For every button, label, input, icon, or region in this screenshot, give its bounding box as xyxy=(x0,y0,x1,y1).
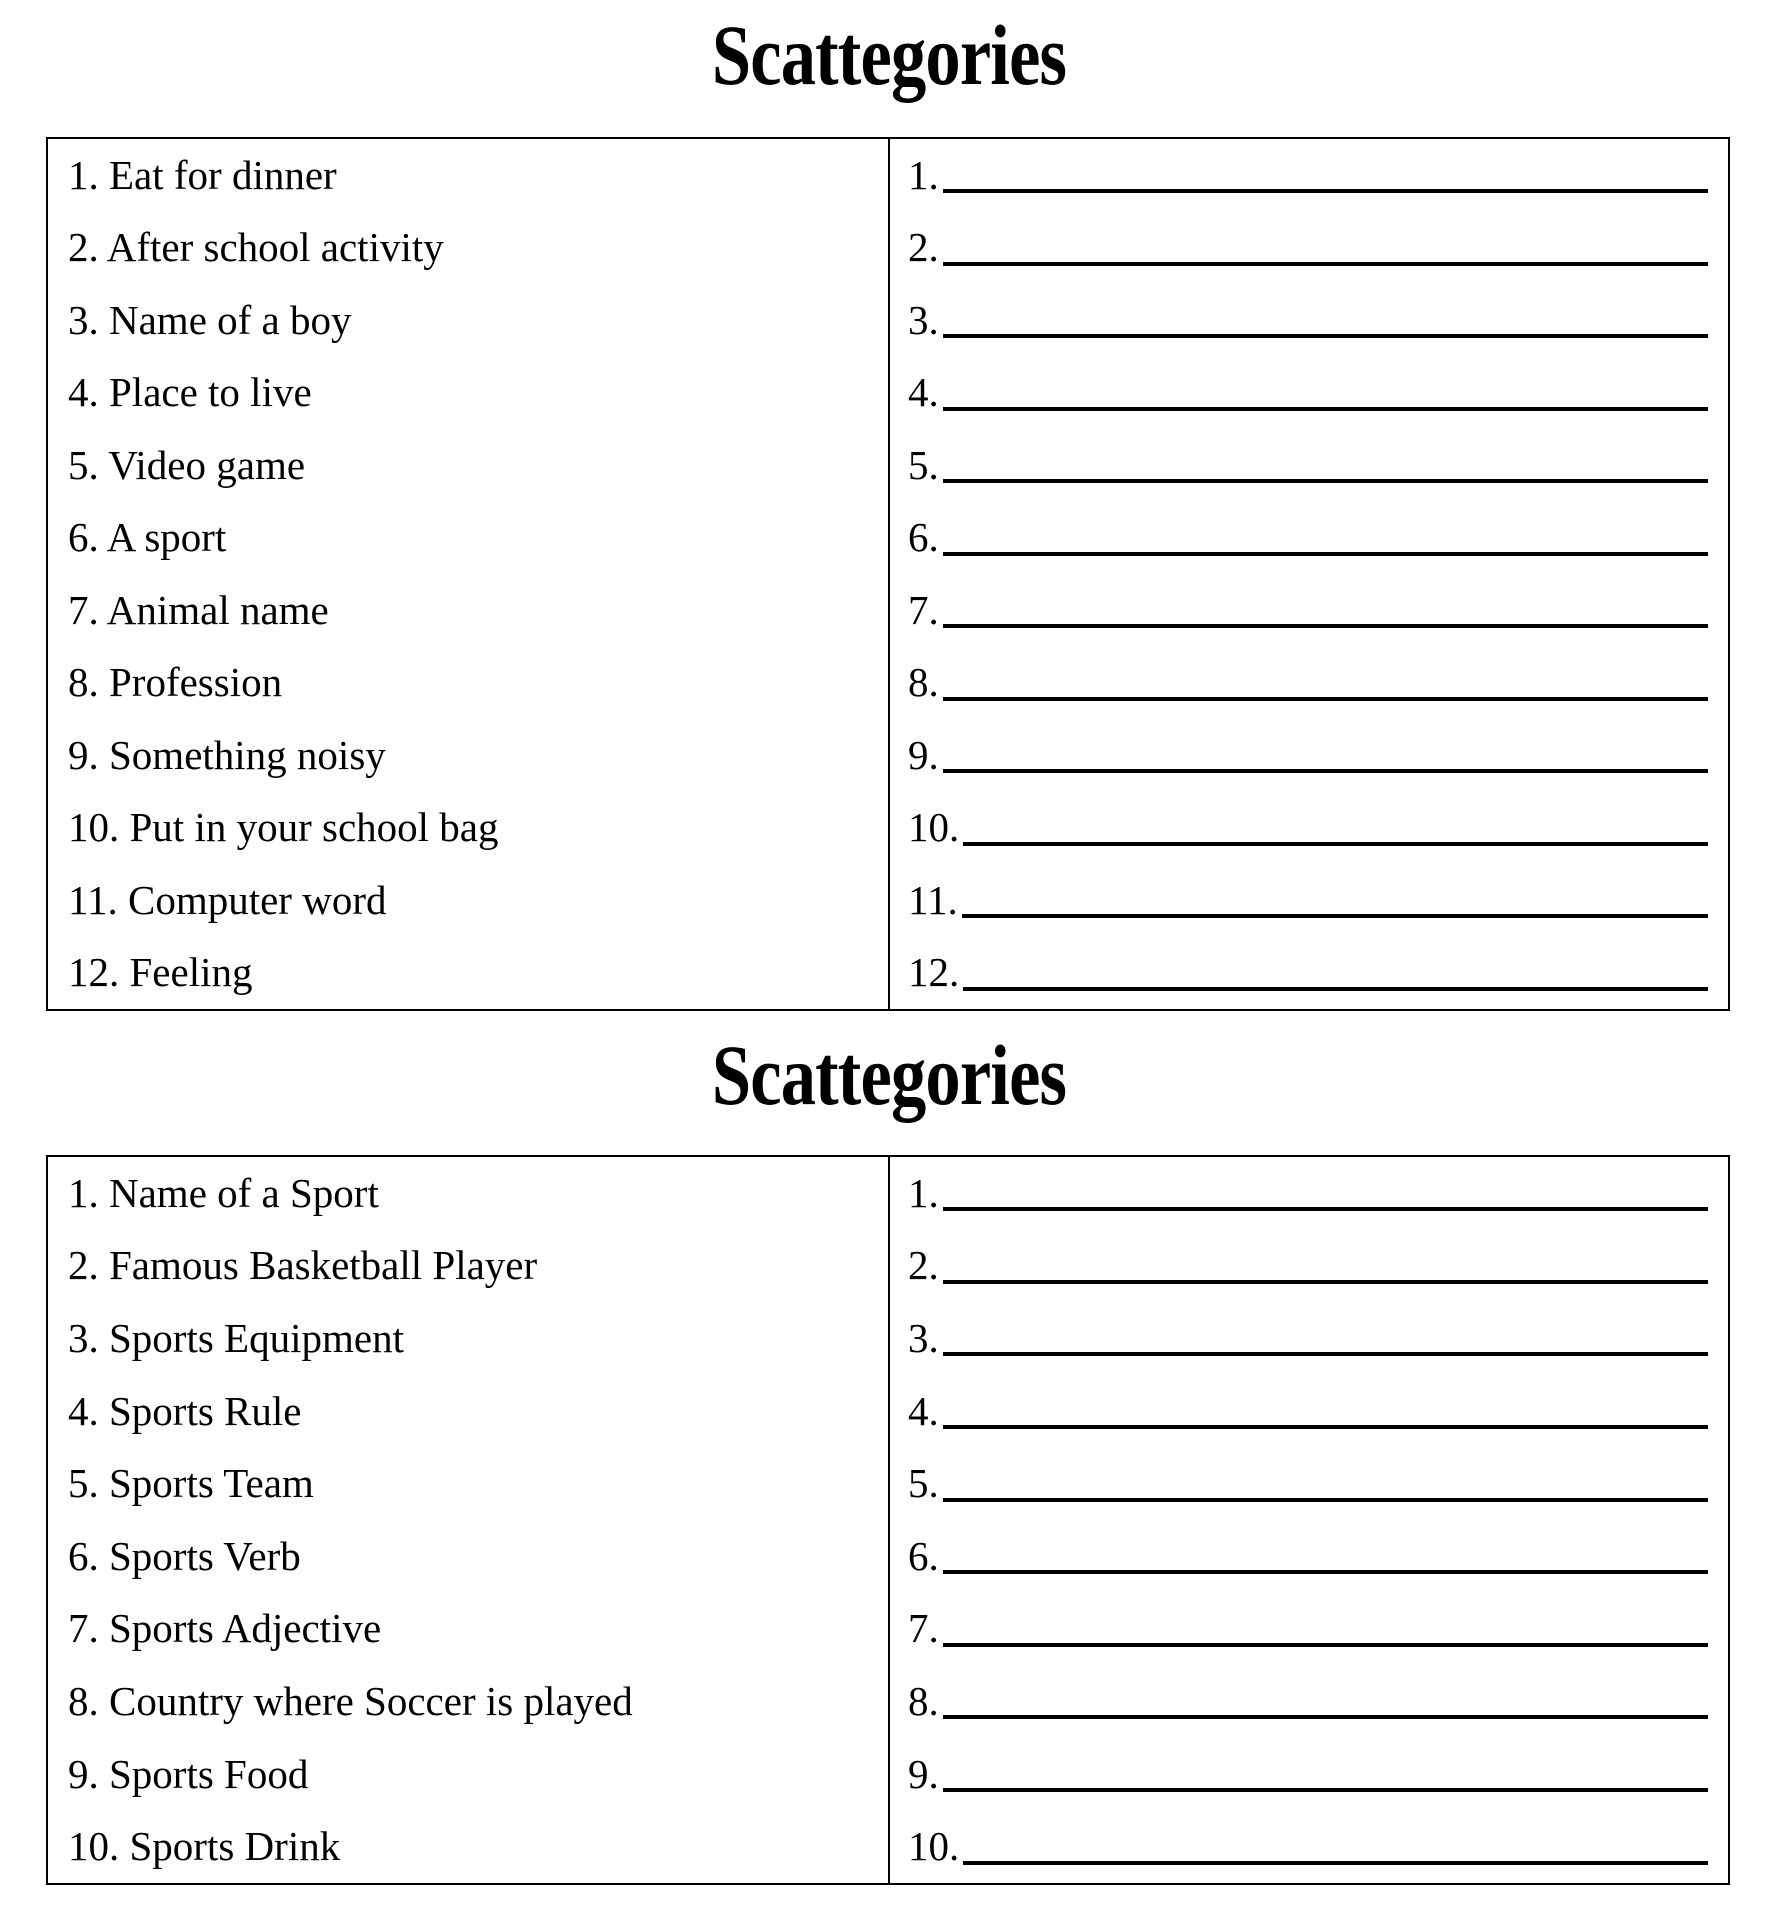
answer-write-line[interactable] xyxy=(943,552,1708,556)
answer-number: 3. xyxy=(908,1314,939,1361)
answer-cell[interactable] xyxy=(890,1520,1728,1593)
table-row xyxy=(48,1447,1728,1520)
table-row xyxy=(48,212,1728,285)
answer-write-line[interactable] xyxy=(943,334,1708,338)
table-row xyxy=(48,357,1728,430)
answer-cell[interactable] xyxy=(890,937,1728,1010)
prompt-cell: 8. Country where Soccer is played xyxy=(48,1665,890,1738)
answer-write-line[interactable] xyxy=(943,479,1708,483)
prompt-cell: 10. Sports Drink xyxy=(48,1810,890,1883)
table-row xyxy=(48,284,1728,357)
answer-number: 1. xyxy=(908,151,939,198)
table-row xyxy=(48,1302,1728,1375)
prompt-cell: 3. Sports Equipment xyxy=(48,1302,890,1375)
answer-write-line[interactable] xyxy=(943,1788,1708,1792)
answer-number: 10. xyxy=(908,804,960,851)
answer-cell[interactable] xyxy=(890,357,1728,430)
section-2-title: Scattegories xyxy=(711,1027,1067,1123)
table-row xyxy=(48,937,1728,1010)
answer-number: 4. xyxy=(908,1387,939,1434)
answer-number: 8. xyxy=(908,1677,939,1724)
answer-cell[interactable] xyxy=(890,574,1728,647)
table-row xyxy=(48,1230,1728,1303)
prompt-cell: 1. Eat for dinner xyxy=(48,139,890,212)
table-row xyxy=(48,1520,1728,1593)
table-row xyxy=(48,1593,1728,1666)
table-row xyxy=(48,647,1728,720)
answer-write-line[interactable] xyxy=(943,189,1708,193)
prompt-cell: 4. Sports Rule xyxy=(48,1375,890,1448)
prompt-cell: 5. Video game xyxy=(48,429,890,502)
answer-cell[interactable] xyxy=(890,139,1728,212)
table-row xyxy=(48,1157,1728,1230)
answer-number: 2. xyxy=(908,224,939,271)
answer-number: 2. xyxy=(908,1242,939,1289)
prompt-cell: 9. Something noisy xyxy=(48,719,890,792)
section-2-rows xyxy=(48,1157,1728,1883)
answer-number: 3. xyxy=(908,296,939,343)
section-1-rows xyxy=(48,139,1728,1009)
answer-write-line[interactable] xyxy=(943,407,1708,411)
answer-cell[interactable] xyxy=(890,212,1728,285)
answer-cell[interactable] xyxy=(890,502,1728,575)
answer-cell[interactable] xyxy=(890,1157,1728,1230)
prompt-cell: 2. After school activity xyxy=(48,212,890,285)
answer-number: 5. xyxy=(908,1460,939,1507)
prompt-cell: 6. A sport xyxy=(48,502,890,575)
answer-number: 9. xyxy=(908,1750,939,1797)
answer-cell[interactable] xyxy=(890,1302,1728,1375)
prompt-cell: 6. Sports Verb xyxy=(48,1520,890,1593)
prompt-cell: 9. Sports Food xyxy=(48,1738,890,1811)
answer-write-line[interactable] xyxy=(963,842,1708,846)
answer-cell[interactable] xyxy=(890,647,1728,720)
answer-write-line[interactable] xyxy=(963,1861,1708,1865)
answer-cell[interactable] xyxy=(890,864,1728,937)
answer-cell[interactable] xyxy=(890,1375,1728,1448)
table-row xyxy=(48,139,1728,212)
table-row xyxy=(48,574,1728,647)
answer-number: 6. xyxy=(908,1532,939,1579)
answer-write-line[interactable] xyxy=(943,1280,1708,1284)
answer-cell[interactable] xyxy=(890,1738,1728,1811)
answer-number: 7. xyxy=(908,1605,939,1652)
answer-number: 5. xyxy=(908,441,939,488)
table-row xyxy=(48,502,1728,575)
prompt-cell: 12. Feeling xyxy=(48,937,890,1010)
answer-write-line[interactable] xyxy=(962,914,1708,918)
prompt-cell: 2. Famous Basketball Player xyxy=(48,1230,890,1303)
answer-write-line[interactable] xyxy=(943,1352,1708,1356)
prompt-cell: 7. Sports Adjective xyxy=(48,1593,890,1666)
answer-cell[interactable] xyxy=(890,284,1728,357)
section-1-title: Scattegories xyxy=(711,7,1067,103)
answer-cell[interactable] xyxy=(890,1447,1728,1520)
table-row xyxy=(48,1738,1728,1811)
section-1-table xyxy=(46,137,1730,1011)
prompt-cell: 10. Put in your school bag xyxy=(48,792,890,865)
answer-write-line[interactable] xyxy=(943,624,1708,628)
answer-number: 11. xyxy=(908,876,958,923)
answer-write-line[interactable] xyxy=(943,1498,1708,1502)
answer-number: 6. xyxy=(908,514,939,561)
answer-cell[interactable] xyxy=(890,1593,1728,1666)
prompt-cell: 1. Name of a Sport xyxy=(48,1157,890,1230)
answer-write-line[interactable] xyxy=(943,769,1708,773)
answer-write-line[interactable] xyxy=(943,1570,1708,1574)
table-row xyxy=(48,864,1728,937)
answer-write-line[interactable] xyxy=(963,987,1708,991)
answer-write-line[interactable] xyxy=(943,697,1708,701)
answer-write-line[interactable] xyxy=(943,262,1708,266)
answer-number: 12. xyxy=(908,949,960,996)
table-row xyxy=(48,1665,1728,1738)
table-row xyxy=(48,1375,1728,1448)
answer-number: 4. xyxy=(908,369,939,416)
answer-cell[interactable] xyxy=(890,719,1728,792)
answer-write-line[interactable] xyxy=(943,1715,1708,1719)
answer-cell[interactable] xyxy=(890,1810,1728,1883)
table-row xyxy=(48,792,1728,865)
answer-cell[interactable] xyxy=(890,792,1728,865)
section-2-table xyxy=(46,1155,1730,1885)
prompt-cell: 3. Name of a boy xyxy=(48,284,890,357)
answer-write-line[interactable] xyxy=(943,1425,1708,1429)
answer-number: 9. xyxy=(908,731,939,778)
prompt-cell: 5. Sports Team xyxy=(48,1447,890,1520)
answer-number: 10. xyxy=(908,1823,960,1870)
prompt-cell: 7. Animal name xyxy=(48,574,890,647)
table-row xyxy=(48,1810,1728,1883)
table-row xyxy=(48,429,1728,502)
answer-number: 8. xyxy=(908,659,939,706)
table-row xyxy=(48,719,1728,792)
answer-number: 7. xyxy=(908,586,939,633)
answer-number: 1. xyxy=(908,1169,939,1216)
prompt-cell: 4. Place to live xyxy=(48,357,890,430)
answer-cell[interactable] xyxy=(890,1230,1728,1303)
answer-cell[interactable] xyxy=(890,429,1728,502)
answer-write-line[interactable] xyxy=(943,1207,1708,1211)
prompt-cell: 11. Computer word xyxy=(48,864,890,937)
answer-write-line[interactable] xyxy=(943,1643,1708,1647)
answer-cell[interactable] xyxy=(890,1665,1728,1738)
prompt-cell: 8. Profession xyxy=(48,647,890,720)
